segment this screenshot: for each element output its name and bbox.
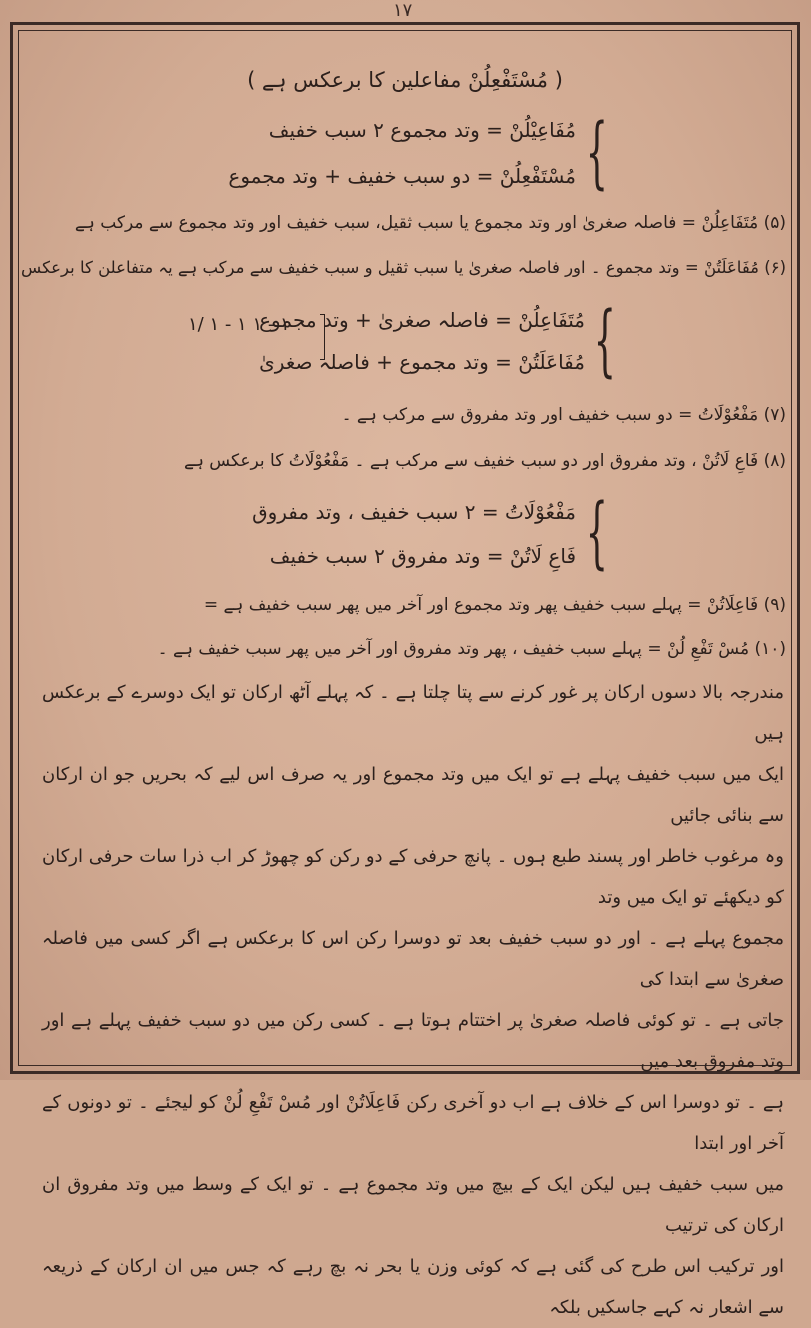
item-10: (۱۰) مُسْ تَفْعِ لُنْ = پہلے سبب خفیف ، پھر وتد مفروق اور آخر میں پھر سبب خفیف ہے ۔	[157, 639, 786, 659]
item-6: (۶) مُفَاعَلَتُنْ = وتد مجموع ۔ اور فاصلہ صغریٰ یا سبب ثقیل و سبب خفیف سے مرکب ہے یہ متفاعلن کا برعکس	[21, 258, 786, 277]
paragraph-line: جاتی ہے ۔ تو کوئی فاصلہ صغریٰ پر اختتام ہوتا ہے ۔ کسی رکن میں دو سبب خفیف پہلے ہے اور وتد مفروق بعد میں	[42, 1010, 784, 1072]
item-8: (۸) فَاعِ لَاتُنْ ، وتد مفروق اور دو سبب خفیف سے مرکب ہے ۔ مَفْعُوْلَاتُ کا برعکس ہے	[183, 451, 786, 471]
pair2-line-b: مُفَاعَلَتُنْ = وتد مجموع + فاصلہ صغریٰ	[259, 350, 585, 374]
item-9: (۹) فَاعِلَاتُنْ = پہلے سبب خفیف پھر وتد مجموع اور آخر میں پھر سبب خفیف ہے =	[203, 595, 786, 615]
paragraph-line: اور ترکیب اس طرح کی گئی ہے کہ کوئی وزن یا بحر نہ بچ رہے کہ جس میں ان ارکان کے ذریعہ سے اشعار نہ کہے جاسکیں بلکہ	[42, 1256, 784, 1318]
pair3-line-b: فَاعِ لَاتُنْ = وتد مفروق ۲ سبب خفیف	[269, 544, 576, 568]
paragraph-line: ایک میں سبب خفیف پہلے ہے تو ایک میں وتد مجموع اور یہ صرف اس لیے کہ بحریں جو ان ارکان سے بنائی جائیں	[42, 764, 784, 826]
pair3-brace: {	[585, 488, 608, 578]
paragraph-line: ہے ۔ تو دوسرا اس کے خلاف ہے اب دو آخری رکن فَاعِلَاتُنْ اور مُسْ تَفْعِ لُنْ کو لیجئے ۔ تو دونوں کے آخر اور ابتدا	[42, 1092, 784, 1154]
heading: ( مُسْتَفْعِلُنْ مفاعلین کا برعکس ہے )	[247, 68, 563, 92]
item-7: (۷) مَفْعُوْلَاتُ = دو سبب خفیف اور وتد مفروق سے مرکب ہے ۔	[341, 405, 786, 425]
pair1-line-b: مُسْتَفْعِلُنْ = دو سبب خفیف + وتد مجموع	[228, 164, 576, 188]
item-5: (۵) مُتَفَاعِلُنْ = فاصلہ صغریٰ اور وتد مجموع یا سبب ثقیل، سبب خفیف اور وتد مجموع سے مرکب ہے	[74, 213, 786, 233]
scansion-marks: ۱/ ۱ - ۱ ۱ - ۱	[188, 314, 290, 335]
paragraph-line: مندرجہ بالا دسوں ارکان پر غور کرنے سے پتا چلتا ہے ۔ کہ پہلے آٹھ ارکان تو ایک دوسرے کے برعکس ہیں	[42, 682, 784, 744]
pair2-line-a: مُتَفَاعِلُنْ = فاصلہ صغریٰ + وتد مجموع	[259, 308, 585, 332]
pair2-brace: {	[593, 296, 616, 386]
pair1-line-a: مُفَاعِیْلُنْ = وتد مجموع ۲ سبب خفیف	[268, 118, 576, 142]
pair1-brace: {	[585, 108, 608, 198]
pair3-line-a: مَفْعُوْلَاتُ = ۲ سبب خفیف ، وتد مفروق	[252, 500, 576, 524]
page-number: ١٧	[393, 0, 413, 21]
paragraph-line: وہ مرغوب خاطر اور پسند طبع ہوں ۔ پانچ حرفی کے دو رکن کو چھوڑ کر اب ذرا سات حرفی ارکان کو دیکھئے تو ایک میں وتد	[42, 846, 784, 908]
paragraph-line: میں سبب خفیف ہیں لیکن ایک کے بیچ میں وتد مجموع ہے ۔ تو ایک کے وسط میں وتد مفروق ان ارکان کی ترتیب	[42, 1174, 784, 1236]
paragraph-line: مجموع پہلے ہے ۔ اور دو سبب خفیف بعد تو دوسرا رکن اس کا برعکس ہے اگر کسی میں فاصلہ صغریٰ سے ابتدا کی	[42, 928, 784, 990]
pair2-bracket	[320, 314, 325, 360]
body-paragraph	[42, 672, 784, 1328]
